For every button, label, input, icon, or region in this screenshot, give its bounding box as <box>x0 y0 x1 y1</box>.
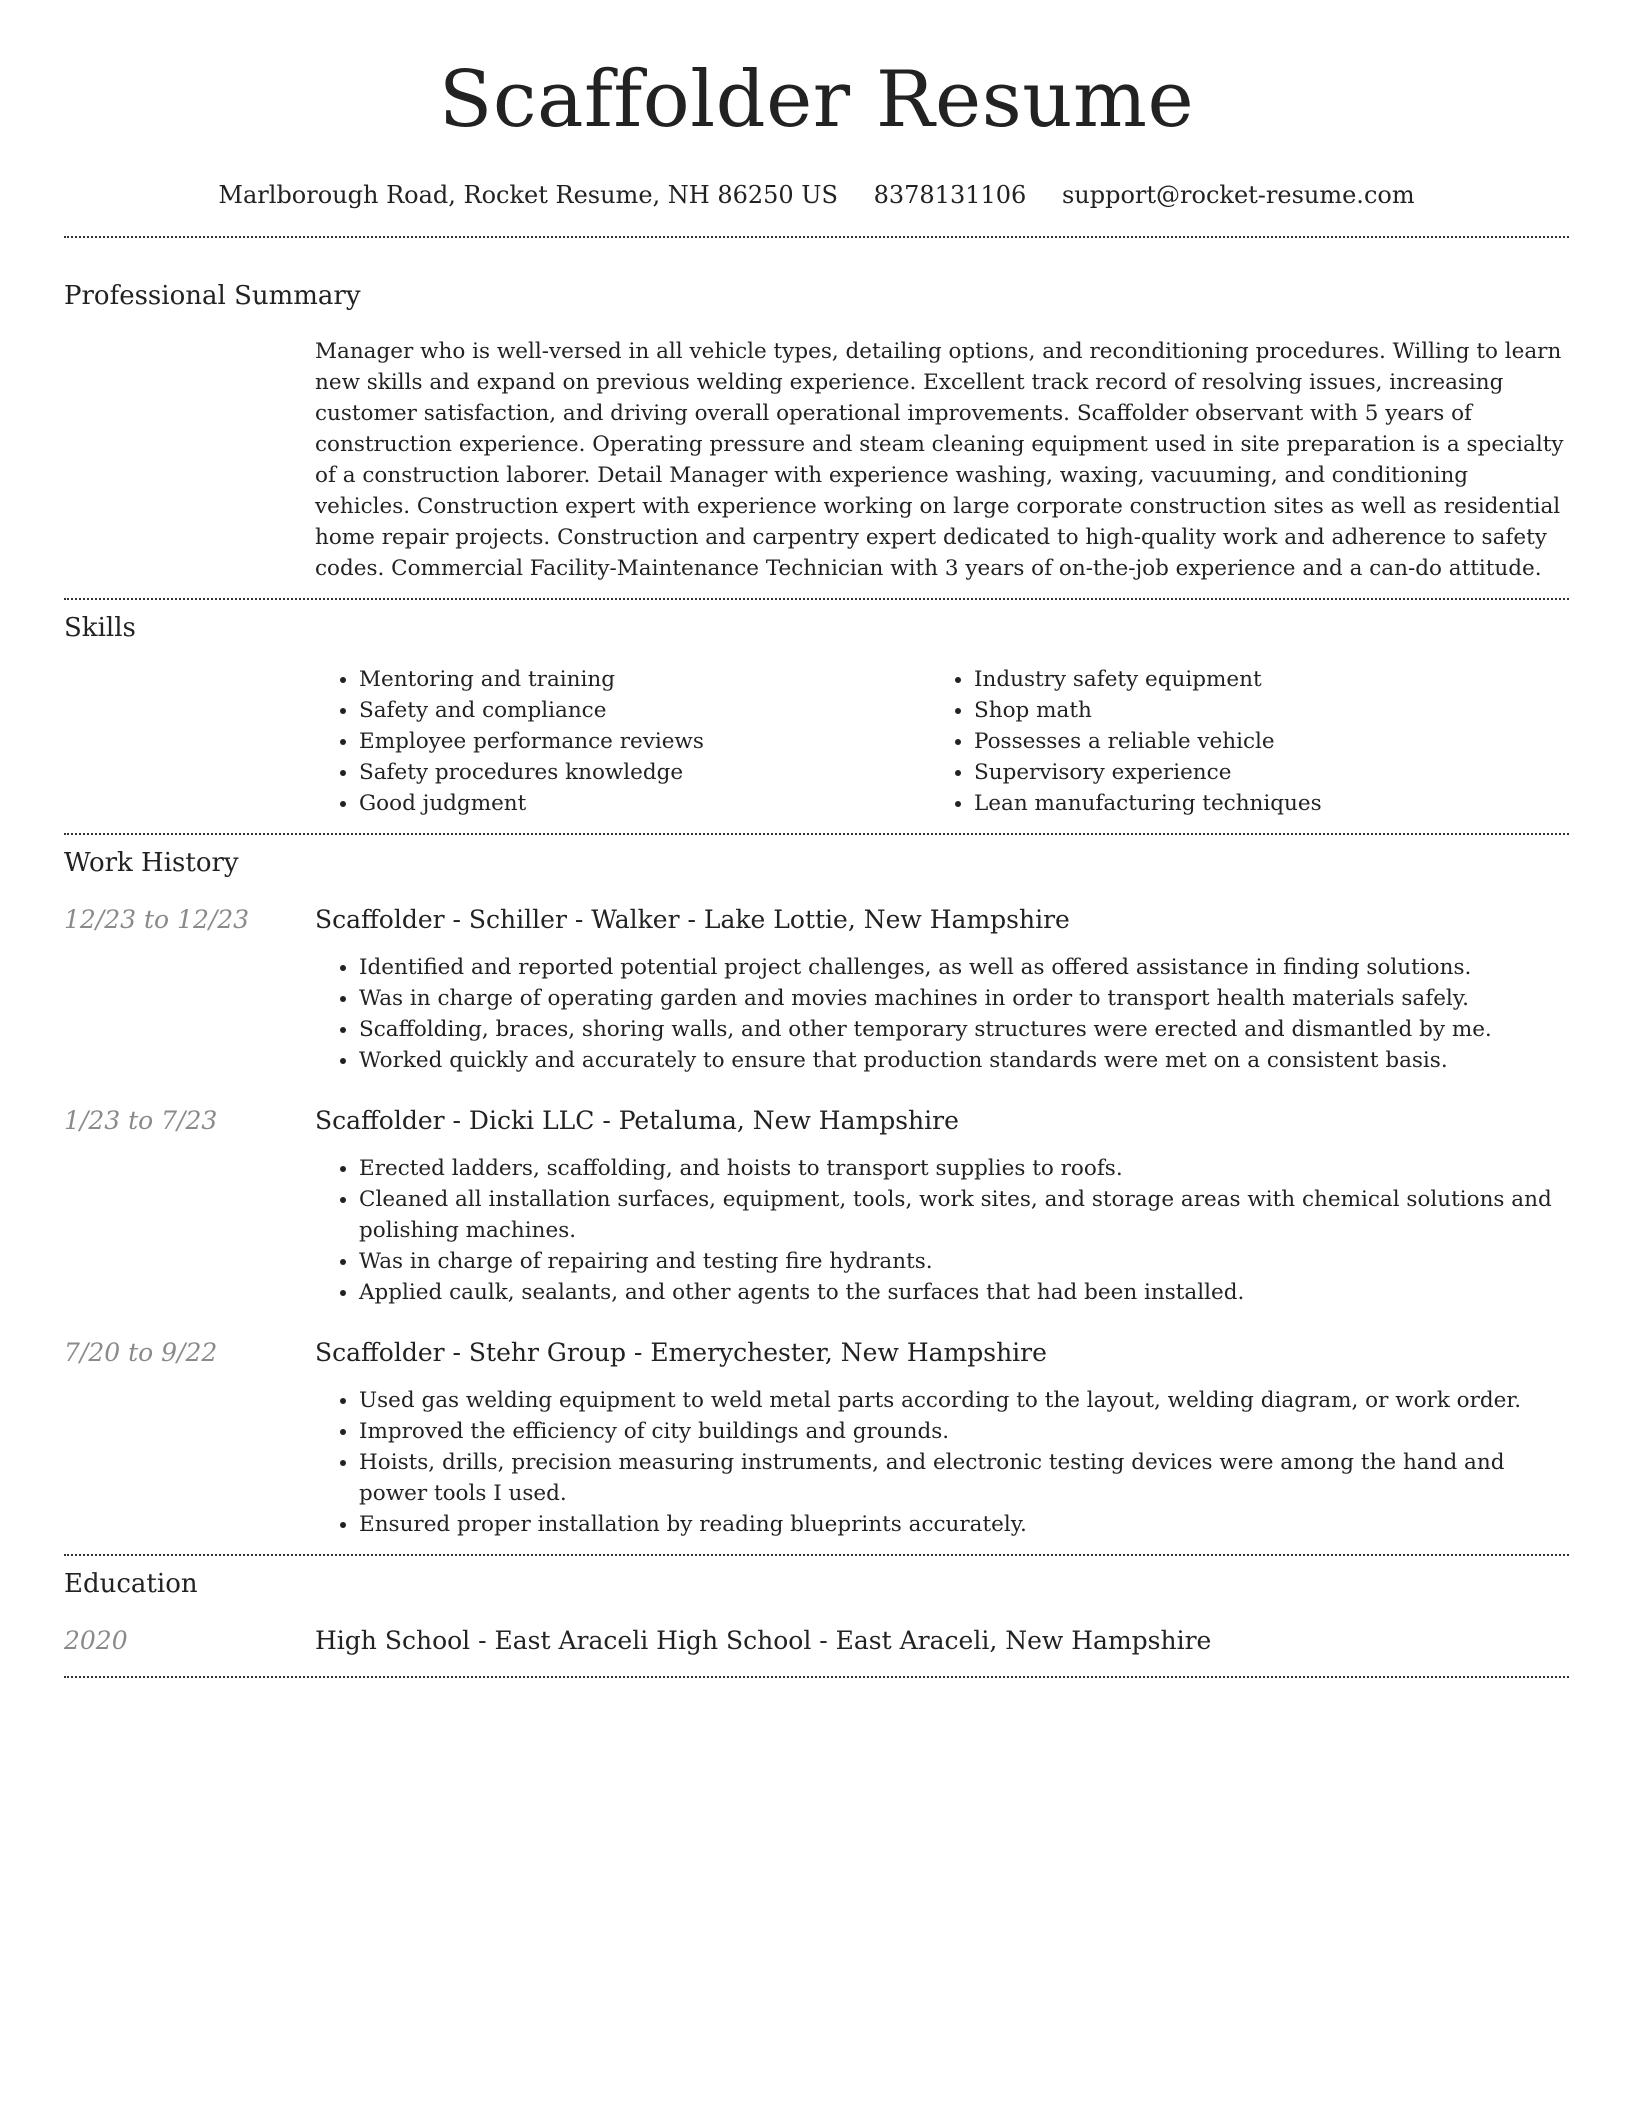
job-bullets <box>315 1153 1569 1308</box>
skill-item: • Shop math <box>974 695 1545 726</box>
contact-phone: 8378131106 <box>873 181 1027 209</box>
job-title: Scaffolder - Dicki LLC - Petaluma, New Hampshire <box>315 1106 959 1135</box>
job-bullet: • Cleaned all installation surfaces, equipment, tools, work sites, and storage areas with chemical solutions and polishing machines. <box>359 1184 1569 1246</box>
job-entry <box>64 903 1569 1076</box>
skills-section <box>315 664 1569 819</box>
divider <box>64 833 1569 835</box>
skills-list-right <box>930 664 1545 819</box>
divider <box>64 236 1569 238</box>
work-heading: Work History <box>64 848 239 878</box>
job-bullets <box>315 952 1569 1076</box>
job-bullet: • Applied caulk, sealants, and other agents to the surfaces that had been installed. <box>359 1277 1569 1308</box>
divider <box>64 1554 1569 1556</box>
job-bullet: • Scaffolding, braces, shoring walls, and other temporary structures were erected and dismantled by me. <box>359 1014 1569 1045</box>
skill-item: • Mentoring and training <box>359 664 930 695</box>
education-body <box>315 1624 1569 1658</box>
job-bullets <box>315 1385 1569 1540</box>
job-bullet: • Was in charge of operating garden and movies machines in order to transport health materials safely. <box>359 983 1569 1014</box>
job-bullet: • Worked quickly and accurately to ensure that production standards were met on a consistent basis. <box>359 1045 1569 1076</box>
job-title: Scaffolder - Stehr Group - Emerychester, New Hampshire <box>315 1338 1047 1367</box>
skill-item: • Lean manufacturing techniques <box>974 788 1545 819</box>
resume-page <box>64 0 1569 1678</box>
education-entry <box>64 1624 1569 1658</box>
job-title: Scaffolder - Schiller - Walker - Lake Lottie, New Hampshire <box>315 905 1070 934</box>
job-date: 7/20 to 9/22 <box>64 1338 218 1367</box>
job-bullet: • Improved the efficiency of city buildings and grounds. <box>359 1416 1569 1447</box>
skill-item: • Employee performance reviews <box>359 726 930 757</box>
divider <box>64 1676 1569 1678</box>
job-bullet: • Ensured proper installation by reading blueprints accurately. <box>359 1509 1569 1540</box>
skill-item: • Safety procedures knowledge <box>359 757 930 788</box>
job-bullet: • Hoists, drills, precision measuring instruments, and electronic testing devices were among the hand and power tools I used. <box>359 1447 1569 1509</box>
education-title: High School - East Araceli High School - East Araceli, New Hampshire <box>315 1626 1212 1655</box>
skills-list-left <box>315 664 930 819</box>
contact-line <box>64 178 1569 212</box>
job-date: 1/23 to 7/23 <box>64 1106 218 1135</box>
skill-item: • Possesses a reliable vehicle <box>974 726 1545 757</box>
skill-item: • Safety and compliance <box>359 695 930 726</box>
education-date: 2020 <box>64 1626 128 1655</box>
skill-item: • Good judgment <box>359 788 930 819</box>
summary-heading: Professional Summary <box>64 281 361 311</box>
job-body <box>315 1104 1569 1308</box>
job-entry <box>64 1336 1569 1540</box>
divider <box>64 598 1569 600</box>
job-body <box>315 903 1569 1076</box>
job-bullet: • Was in charge of repairing and testing fire hydrants. <box>359 1246 1569 1277</box>
skills-heading: Skills <box>64 613 136 643</box>
job-date: 12/23 to 12/23 <box>64 905 250 934</box>
contact-address: Marlborough Road, Rocket Resume, NH 86250 US <box>218 181 838 209</box>
job-entry <box>64 1104 1569 1308</box>
job-bullet: • Used gas welding equipment to weld metal parts according to the layout, welding diagram, or work order. <box>359 1385 1569 1416</box>
job-bullet: • Erected ladders, scaffolding, and hoists to transport supplies to roofs. <box>359 1153 1569 1184</box>
job-bullet: • Identified and reported potential project challenges, as well as offered assistance in finding solutions. <box>359 952 1569 983</box>
skill-item: • Industry safety equipment <box>974 664 1545 695</box>
summary-section <box>315 336 1569 584</box>
job-body <box>315 1336 1569 1540</box>
skill-item: • Supervisory experience <box>974 757 1545 788</box>
resume-title: Scaffolder Resume <box>438 55 1195 145</box>
education-heading: Education <box>64 1569 198 1599</box>
summary-text: Manager who is well-versed in all vehicle types, detailing options, and reconditioning procedures. Willing to learn new skills and expand on previous welding experience. Excellent track record of resolving issues, increasing customer satisfaction, and driving overall operational improvements. Scaffolder observant with 5 years of construction experience. Operating pressure and steam cleaning equipment used in site preparation is a specialty of a construction laborer. Detail Manager with experience washing, waxing, vacuuming, and conditioning vehicles. Construction expert with experience working on large corporate construction sites as well as residential home repair projects. Construction and carpentry expert dedicated to high-quality work and adherence to safety codes. Commercial Facility-Maintenance Technician with 3 years of on-the-job experience and a can-do attitude. <box>315 339 1564 581</box>
contact-email: support@rocket-resume.com <box>1061 181 1415 209</box>
